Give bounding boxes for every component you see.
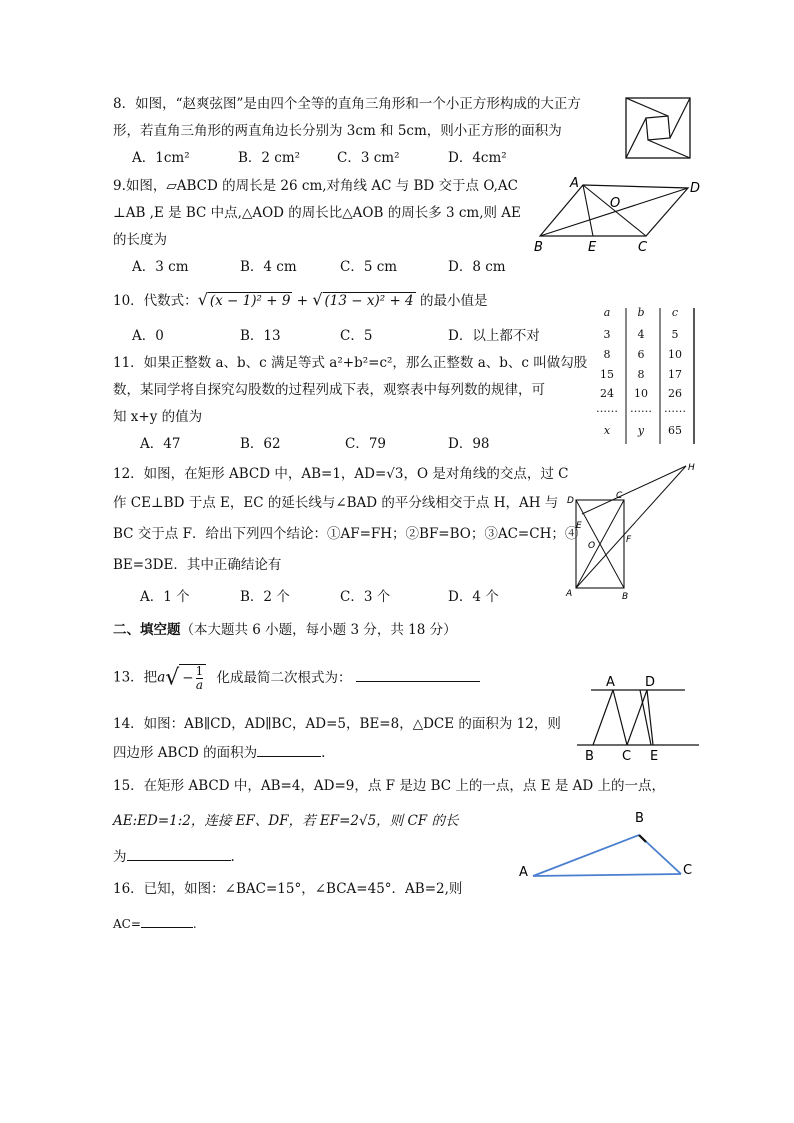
label-e: E	[588, 240, 597, 255]
label-b: B	[534, 240, 543, 255]
q13-fraction	[196, 665, 204, 692]
pythagorean-table	[588, 306, 698, 446]
q16-line2	[113, 913, 197, 934]
table-header-a: a	[603, 306, 611, 319]
q11-line2: 数，某同学将自探究勾股数的过程列成下表，观察表中每列数的规律，可	[113, 382, 545, 398]
q14-line2-text: 四边形 ABCD 的面积为	[113, 745, 258, 761]
q11-option-a: A．47	[140, 436, 181, 452]
label-d: D	[645, 675, 656, 690]
triangle-diagram	[515, 808, 695, 882]
q9-option-a: A．3 cm	[132, 259, 189, 275]
table-cell: 4	[637, 328, 645, 341]
q12-line1: 12．如图，在矩形 ABCD 中，AB=1，AD=√3，O 是对角线的交点，过 C	[113, 466, 569, 482]
q11-line3: 知 x+y 的值为	[113, 409, 203, 425]
label-a: A	[519, 865, 528, 880]
q13-coef: a	[157, 669, 166, 686]
label-o: O	[610, 196, 621, 211]
table-cell: 8	[637, 368, 645, 381]
label-d: D	[690, 181, 701, 196]
segment-ab	[593, 690, 613, 745]
q14-line2	[113, 742, 325, 763]
table-cell: ……	[664, 402, 686, 415]
q13-radicand	[179, 664, 206, 692]
triangle-edge	[626, 98, 668, 116]
label-h: H	[688, 463, 695, 473]
q13-prefix: 13．把	[113, 669, 158, 686]
section-title: 二、填空题	[113, 622, 181, 638]
triangle-edge	[670, 98, 690, 138]
q11-option-b: B．62	[240, 436, 281, 452]
outer-square	[626, 98, 690, 158]
segment-ae	[583, 185, 593, 236]
q13-numerator: 1	[195, 664, 204, 678]
label-f: F	[626, 535, 632, 545]
table-cell: 5	[671, 328, 679, 341]
q13-line: 13．把a√ − $\frac{1}{a}$ 化成最简二次根式为：	[113, 664, 480, 692]
label-c: C	[622, 749, 632, 762]
q14-line1: 14．如图：AB∥CD，AD∥BC，AD=5，BE=8，△DCE 的面积为 12，则	[113, 716, 561, 732]
q12-option-b: B．2 个	[240, 589, 290, 605]
label-a: A	[606, 675, 615, 690]
q10-option-b: B．13	[240, 328, 281, 344]
q8-option-c: C．3 cm²	[337, 150, 400, 166]
q15-line3-text: 为	[113, 849, 127, 865]
label-e: E	[576, 521, 582, 531]
table-cell: y	[637, 424, 645, 437]
q15-line1: 15．在矩形 ABCD 中，AB=4，AD=9，点 F 是边 BC 上的一点，点 E 是 AD 上的一点，	[113, 778, 666, 794]
q8-option-b: B．2 cm²	[238, 150, 301, 166]
q13-denominator: a	[195, 678, 203, 692]
label-b: B	[635, 811, 644, 826]
q8-line1: 8．如图，“赵爽弦图”是由四个全等的直角三角形和一个小正方形构成的大正方	[113, 96, 581, 112]
q16-end: .	[192, 917, 197, 931]
q12-line2: 作 CE⊥BD 于点 E，EC 的延长线与∠BAD 的平分线相交于点 H，AH 与	[113, 495, 559, 511]
q9-option-b: B．4 cm	[240, 259, 297, 275]
table-cell: 10	[668, 348, 682, 361]
q11-option-d: D．98	[448, 436, 490, 452]
q8-line2: 形，若直角三角形的两直角边长分别为 3cm 和 5cm，则小正方形的面积为	[113, 123, 562, 139]
q16-line2-text: AC=	[113, 917, 141, 931]
label-c: C	[683, 863, 693, 878]
label-o: O	[588, 541, 596, 551]
q10-radicand-2: (13 − x)² + 4	[324, 293, 414, 309]
q14-answer-blank[interactable]	[257, 742, 321, 757]
q15-line2: AE:ED=1:2，连接 EF、DF，若 EF=2√5，则 CF 的长	[113, 813, 459, 829]
table-cell: 24	[600, 387, 614, 400]
table-cell: x	[603, 424, 611, 437]
q9-line1: 9.如图，▱ABCD 的周长是 26 cm,对角线 AC 与 BD 交于点 O,AC	[113, 178, 518, 194]
label-b: B	[585, 749, 594, 762]
q10-option-d: D．以上都不对	[448, 328, 540, 344]
segment-ac	[613, 690, 627, 745]
label-d: D	[567, 496, 574, 506]
table-cell: 3	[603, 328, 611, 341]
q12-option-a: A．1 个	[140, 589, 190, 605]
q10-line: 10．代数式：√ (x − 1)² + 9 + √ (13 − x)² + 4 的最小值是	[113, 290, 488, 309]
triangle-edge	[648, 140, 690, 158]
q14-end: .	[321, 745, 326, 761]
label-e: E	[650, 749, 659, 762]
q13-answer-blank[interactable]	[356, 667, 480, 682]
segment-ab	[533, 835, 639, 876]
rectangle-diagram	[560, 458, 705, 606]
q9-option-d: D．8 cm	[448, 259, 506, 275]
q16-line1: 16．已知，如图：∠BAC=15°，∠BCA=45°．AB=2,则	[113, 881, 463, 897]
q16-answer-blank[interactable]	[141, 913, 193, 928]
table-header-c: c	[671, 306, 679, 319]
label-c: C	[616, 491, 623, 501]
label-a: A	[566, 589, 573, 599]
section-note: （本大题共 6 小题，每小题 3 分，共 18 分）	[180, 622, 457, 638]
line-ah	[576, 466, 686, 588]
q10-prefix: 10．代数式：	[113, 293, 198, 309]
q12-line4: BE=3DE．其中正确结论有	[113, 557, 282, 573]
q10-option-a: A．0	[132, 328, 164, 344]
q9-line3: 的长度为	[113, 232, 167, 248]
label-a: A	[570, 176, 579, 191]
q10-suffix: 的最小值是	[419, 293, 488, 309]
table-cell: ……	[630, 402, 652, 415]
q9-option-c: C．5 cm	[340, 259, 398, 275]
inner-square	[646, 116, 670, 140]
trapezoid-diagram	[575, 672, 701, 762]
q11-line1: 11．如果正整数 a、b、c 满足等式 a²+b²=c²，那么正整数 a、b、c 叫做勾股	[113, 355, 588, 371]
q10-radicand-1: (x − 1)² + 9	[209, 293, 291, 309]
q10-option-c: C．5	[340, 328, 373, 344]
segment-ac	[533, 874, 681, 876]
table-cell: ……	[596, 402, 618, 415]
table-cell: 17	[668, 368, 682, 381]
q15-answer-blank[interactable]	[127, 846, 231, 861]
label-b: B	[622, 592, 629, 602]
q13-suffix: 化成最简二次根式为：	[216, 669, 352, 686]
segment-dc	[627, 690, 647, 745]
table-cell: 6	[637, 348, 645, 361]
section-heading	[113, 620, 457, 640]
table-cell: 15	[600, 368, 614, 381]
table-cell: 26	[668, 387, 682, 400]
parallelogram-diagram	[528, 170, 706, 256]
table-header-b: b	[637, 306, 645, 319]
q13-minus: −	[182, 670, 194, 686]
q12-line3: BC 交于点 F．给出下列四个结论：①AF=FH；②BF=BO；③AC=CH；④	[113, 526, 579, 542]
q11-option-c: C．79	[345, 436, 387, 452]
q15-line3	[113, 846, 235, 867]
q8-option-a: A．1cm²	[132, 150, 190, 166]
segment-de	[647, 690, 653, 745]
table-cell: 65	[668, 424, 682, 437]
q12-option-d: D．4 个	[448, 589, 499, 605]
segment-de-inner	[640, 690, 651, 745]
q15-end: .	[230, 849, 235, 865]
vertex-b-mark	[639, 835, 646, 842]
line-ech	[582, 466, 686, 514]
q10-plus: +	[296, 293, 309, 309]
table-cell: 10	[634, 387, 648, 400]
zhao-shuang-diagram	[624, 96, 694, 162]
q12-option-c: C．3 个	[340, 589, 391, 605]
q8-option-d: D．4cm²	[448, 150, 507, 166]
label-c: C	[638, 240, 648, 255]
triangle-edge	[626, 118, 646, 158]
table-cell: 8	[603, 348, 611, 361]
q9-line2: ⊥AB ,E 是 BC 中点,△AOD 的周长比△AOB 的周长多 3 cm,则 AE	[113, 205, 521, 221]
